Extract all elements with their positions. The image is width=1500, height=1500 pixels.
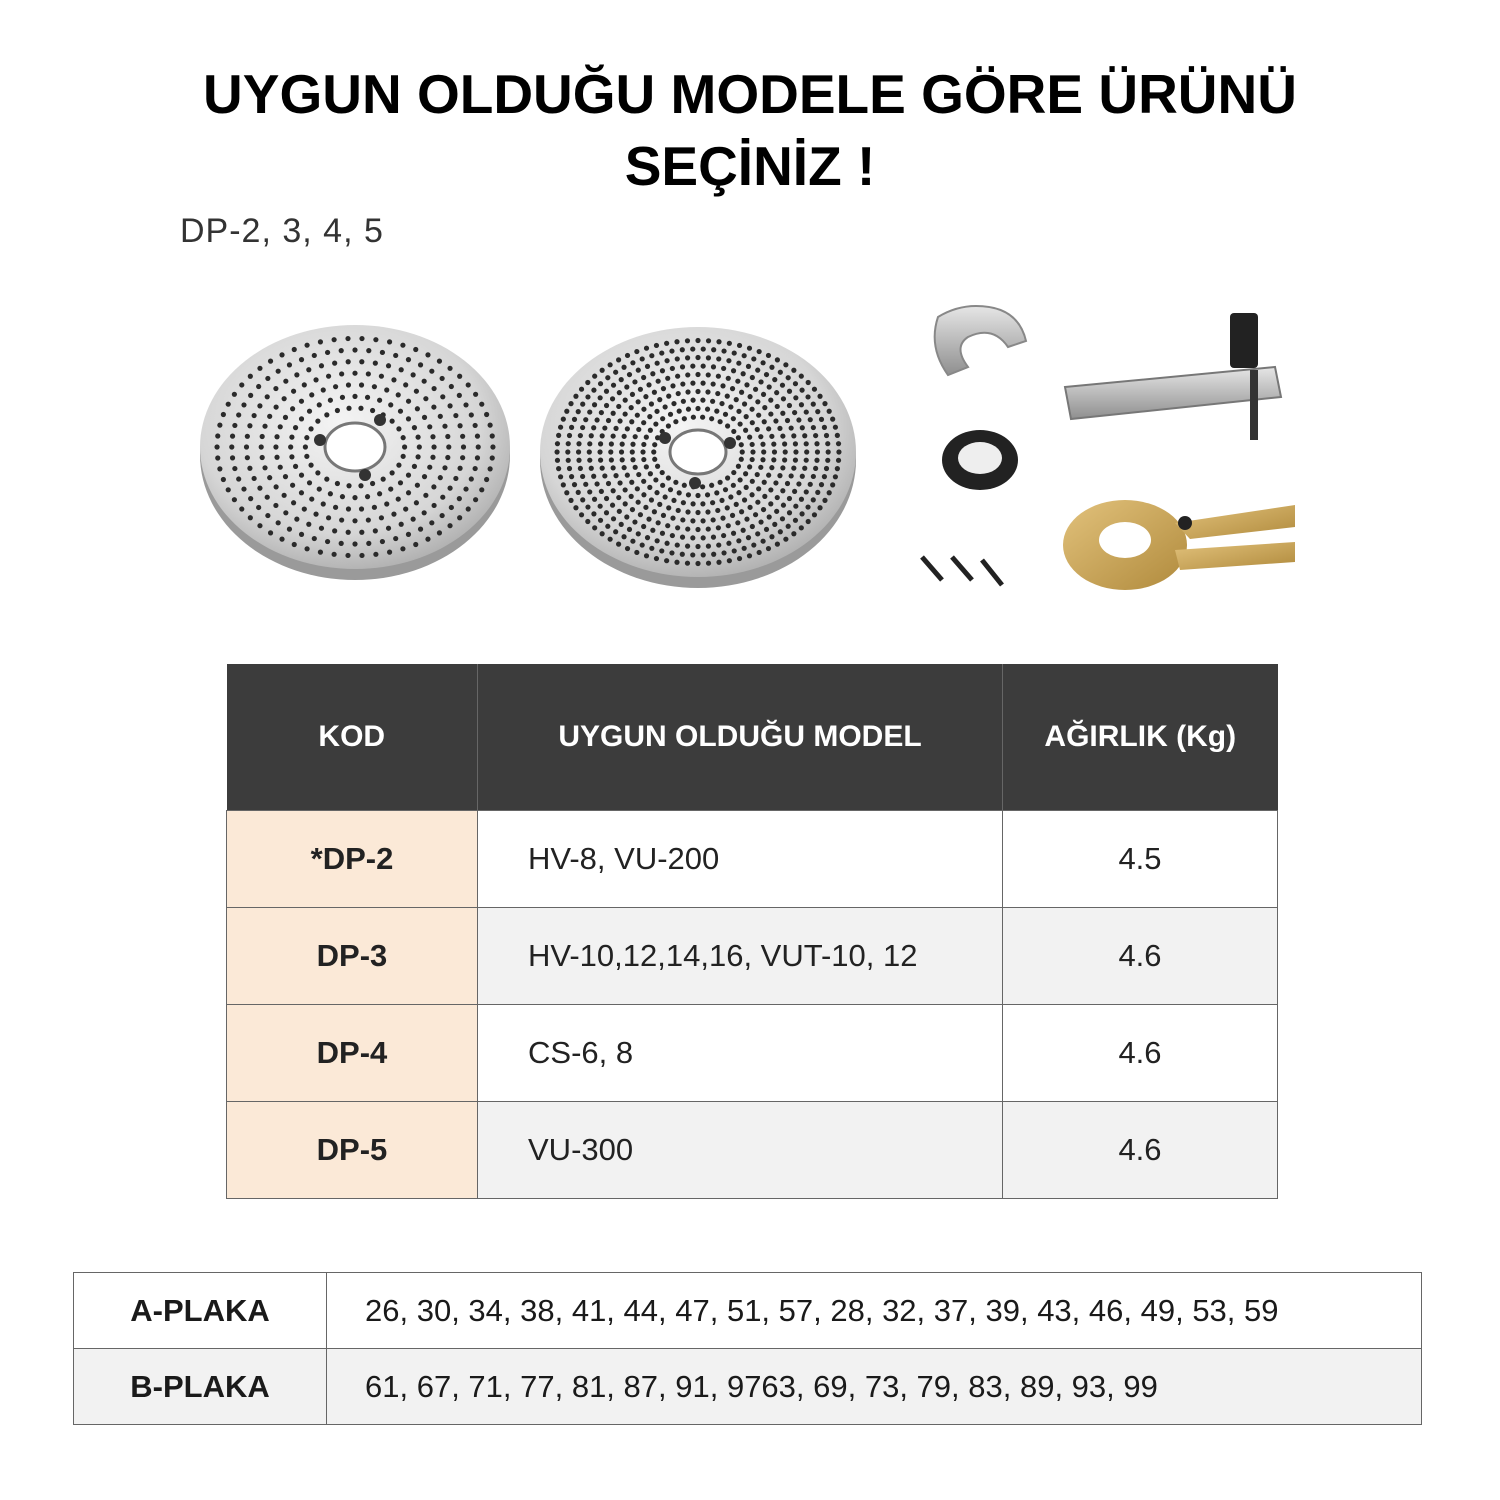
table-row: [227, 908, 1278, 1005]
row-model: HV-8, VU-200: [478, 811, 1003, 908]
title-line-1: UYGUN OLDUĞU MODELE GÖRE ÜRÜNÜ: [203, 63, 1297, 125]
models-caption: DP-2, 3, 4, 5: [180, 212, 384, 250]
header-model: UYGUN OLDUĞU MODEL: [478, 664, 1003, 811]
spec-table: [226, 664, 1278, 1199]
row-weight: 4.5: [1003, 811, 1278, 908]
row-code: DP-3: [227, 908, 478, 1005]
table-row: [227, 1005, 1278, 1102]
table-row: [227, 1102, 1278, 1199]
plate-values: 26, 30, 34, 38, 41, 44, 47, 51, 57, 28, 32, 37, 39, 43, 46, 49, 53, 59: [327, 1273, 1422, 1349]
row-code: DP-5: [227, 1102, 478, 1199]
header-weight: AĞIRLIK (Kg): [1003, 664, 1278, 811]
table-row: [227, 811, 1278, 908]
plate-row-b: [74, 1349, 1422, 1425]
plate-label: A-PLAKA: [74, 1273, 327, 1349]
index-plate-b-icon: [540, 327, 856, 588]
row-code: *DP-2: [227, 811, 478, 908]
plate-label: B-PLAKA: [74, 1349, 327, 1425]
row-weight: 4.6: [1003, 1005, 1278, 1102]
sector-arm-icon: [1063, 500, 1295, 590]
row-model: VU-300: [478, 1102, 1003, 1199]
plate-table: [73, 1272, 1422, 1425]
row-weight: 4.6: [1003, 908, 1278, 1005]
plate-row-a: [74, 1273, 1422, 1349]
screws-icon: [922, 557, 1002, 585]
row-code: DP-4: [227, 1005, 478, 1102]
c-washer-icon: [935, 306, 1026, 375]
title-line-2: SEÇİNİZ !: [624, 135, 876, 197]
row-model: CS-6, 8: [478, 1005, 1003, 1102]
header-kod: KOD: [227, 664, 478, 811]
row-weight: 4.6: [1003, 1102, 1278, 1199]
spec-table-header: [227, 664, 1278, 811]
row-model: HV-10,12,14,16, VUT-10, 12: [478, 908, 1003, 1005]
lock-ring-icon: [942, 430, 1018, 490]
crank-arm-icon: [1065, 313, 1281, 440]
page-title: [0, 58, 1500, 202]
index-plate-a-icon: [200, 325, 510, 580]
product-photo: [190, 295, 1310, 605]
plate-values: 61, 67, 71, 77, 81, 87, 91, 9763, 69, 73, 79, 83, 89, 93, 99: [327, 1349, 1422, 1425]
